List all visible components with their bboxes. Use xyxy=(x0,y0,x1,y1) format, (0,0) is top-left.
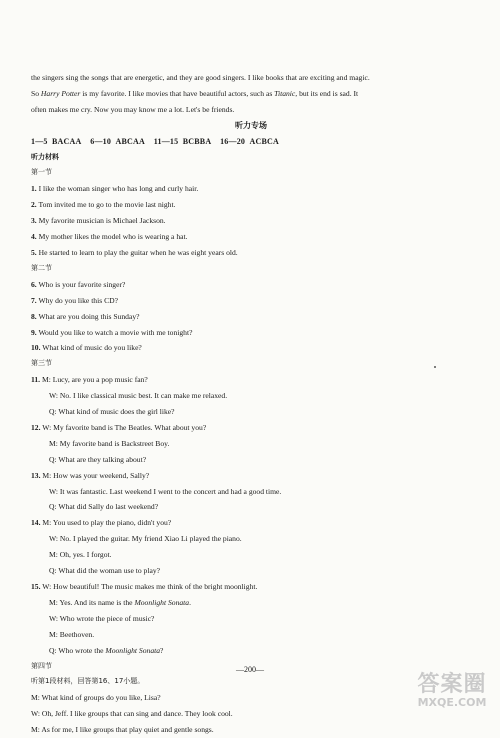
dialogue-line: Q: What did Sally do last weekend? xyxy=(49,502,159,512)
list-item: 8. What are you doing this Sunday? xyxy=(31,311,140,321)
dialogue-line: Q: What are they talking about? xyxy=(49,454,147,464)
dialogue-line: Q: Who wrote the Moonlight Sonata? xyxy=(49,645,164,655)
dialogue-line: 11. M: Lucy, are you a pop music fan? xyxy=(31,375,148,385)
dialogue-line: M: Beethoven. xyxy=(49,629,95,639)
dialogue-line: M: My favorite band is Backstreet Boy. xyxy=(49,438,170,448)
dialogue-line: W: Oh, Jeff. I like groups that can sing and dance. They look cool. xyxy=(31,709,233,719)
list-item: 5. He started to learn to play the guitar when he was eight years old. xyxy=(31,247,238,257)
dialogue-line: Q: What kind of music does the girl like? xyxy=(49,407,175,417)
dialogue-line: 15. W: How beautiful! The music makes me think of the bright moonlight. xyxy=(31,582,258,591)
material-title: 听力材料 xyxy=(31,152,59,161)
part4-intro: 听第1段材料，回答第16、17小题。 xyxy=(31,677,145,686)
dialogue-line: W: Who wrote the piece of music? xyxy=(49,613,155,623)
list-item: 6. Who is your favorite singer? xyxy=(31,279,126,289)
dialogue-line: M: What kind of groups do you like, Lisa? xyxy=(31,693,161,703)
intro-line-2: So Harry Potter is my favorite. I like movies that have beautiful actors, such as Titanic, but its end is sad. It xyxy=(31,88,359,98)
list-item: 10. What kind of music do you like? xyxy=(31,343,142,353)
dialogue-line: W: It was fantastic. Last weekend I went to the concert and had a good time. xyxy=(49,486,282,496)
dialogue-line: M: Yes. And its name is the Moonlight Sonata. xyxy=(49,597,191,607)
dialogue-line: M: Oh, yes. I forgot. xyxy=(49,550,112,560)
list-item: 4. My mother likes the model who is wearing a hat. xyxy=(31,232,188,242)
section-title: 听力专场 xyxy=(235,120,267,130)
dialogue-line: Q: What did the woman use to play? xyxy=(49,566,160,576)
answer-key: 1—5 BACAA 6—10 ABCAA 11—15 BCBBA 16—20 ACBCA xyxy=(31,136,279,146)
watermark-logo xyxy=(410,673,494,713)
part3-title: 第三节 xyxy=(31,359,52,368)
dialogue-line: W: No. I played the guitar. My friend Xiao Li played the piano. xyxy=(49,534,242,544)
dialogue-line: 12. W: My favorite band is The Beatles. What about you? xyxy=(31,422,207,432)
watermark-site-text: MXQE.COM xyxy=(417,696,487,709)
watermark-logo-text: 答案圈 xyxy=(417,672,487,697)
dialogue-line: W: No. I like classical music best. It can make me relaxed. xyxy=(49,391,228,401)
dialogue-line: M: As for me, I like groups that play quiet and gentle songs. xyxy=(31,725,214,735)
list-item: 2. Tom invited me to go to the movie last night. xyxy=(31,200,176,210)
ink-dot xyxy=(434,366,436,368)
list-item: 7. Why do you like this CD? xyxy=(31,295,118,305)
list-item: 3. My favorite musician is Michael Jackson. xyxy=(31,216,166,226)
part2-title: 第二节 xyxy=(31,263,52,272)
part4-title: 第四节 xyxy=(31,661,52,670)
list-item: 9. Would you like to watch a movie with me tonight? xyxy=(31,327,193,337)
dialogue-line: 13. M: How was your weekend, Sally? xyxy=(31,470,150,480)
part1-title: 第一节 xyxy=(31,168,52,177)
intro-line-3: often makes me cry. Now you may know me a lot. Let's be friends. xyxy=(31,104,235,114)
page-number: —200— xyxy=(236,665,264,674)
dialogue-line: 14. M: You used to play the piano, didn't you? xyxy=(31,518,172,528)
intro-line-1: the singers sing the songs that are energetic, and they are good singers. I like books that are exciting and magic. xyxy=(31,73,370,82)
page-content xyxy=(31,70,471,738)
list-item: 1. I like the woman singer who has long and curly hair. xyxy=(31,184,199,194)
